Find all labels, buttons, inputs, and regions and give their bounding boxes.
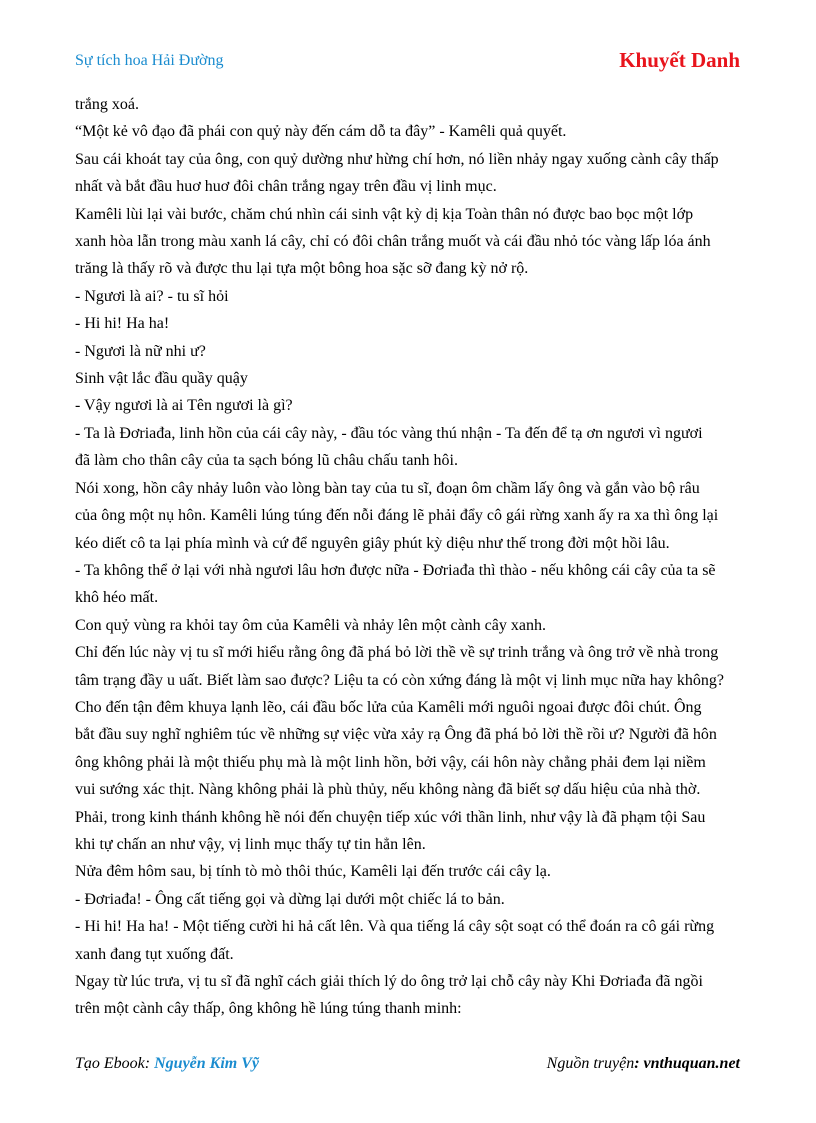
text-line: Ngay từ lúc trưa, vị tu sĩ đã nghĩ cách giải thích lý do ông trở lại chỗ cây này Khi Đơriađa đã ngồi	[75, 973, 703, 990]
body-text	[75, 91, 741, 1023]
ebook-creator: Nguyễn Kim Vỹ	[154, 1055, 259, 1072]
text-line: trăng là thấy rõ và được thu lại tựa một bông hoa sặc sỡ đang kỳ nở rộ.	[75, 260, 529, 278]
source-label: Nguồn truyện	[546, 1055, 635, 1072]
text-line: bắt đầu suy nghĩ nghiêm túc về những sự việc vừa xảy rạ Ông đã phá bỏ lời thề rồi ư? Người đã hôn	[75, 726, 717, 744]
text-line: Sau cái khoát tay của ông, con quỷ dường như hừng chí hơn, nó liền nhảy ngay xuống cành cây thấp	[75, 150, 719, 168]
page-footer	[75, 1055, 740, 1079]
text-line: xanh hòa lẫn trong màu xanh lá cây, chỉ có đôi chân trắng muốt và cái đầu nhỏ tóc vàng lấp lóa ánh	[75, 233, 711, 251]
book-title: Sự tích hoa Hải Đường	[75, 52, 224, 69]
text-line: ông không phải là một thiếu phụ mà là một linh hồn, bởi vậy, cái hôn này chẳng phải đem lại niềm	[75, 753, 706, 771]
text-line: Nửa đêm hôm sau, bị tính tò mò thôi thúc, Kamêli lại đến trước cái cây lạ.	[75, 863, 551, 881]
ebook-separator: :	[144, 1055, 155, 1072]
source-credit	[547, 1055, 740, 1073]
text-line: - Ngươi là nữ nhi ư?	[75, 342, 206, 360]
text-line: vui sướng xác thịt. Nàng không phải là phù thủy, nếu không nàng đã biết sợ dấu hiệu của nhà thờ.	[75, 781, 701, 799]
source-site: vnthuquan.net	[643, 1055, 740, 1072]
text-line: - Ngươi là ai? - tu sĩ hỏi	[75, 287, 229, 305]
source-separator: :	[634, 1055, 644, 1072]
text-line: Kamêli lùi lại vài bước, chăm chú nhìn cái sinh vật kỳ dị kịa Toàn thân nó được bao bọc một lớp	[75, 205, 694, 223]
ebook-credit	[75, 1055, 259, 1073]
text-line: khô héo mất.	[75, 589, 159, 607]
text-line: kéo diết cô ta lại phía mình và cứ để nguyên giây phút kỳ diệu như thế trong đời một hồi lâu.	[75, 534, 670, 552]
ebook-label: Tạo Ebook	[75, 1055, 145, 1072]
text-line: - Hi hi! Ha ha! - Một tiếng cười hi hả cất lên. Và qua tiếng lá cây sột soạt có thể đoán ra cô gái rừng	[75, 918, 715, 936]
text-line: - Hi hi! Ha ha!	[75, 315, 170, 333]
text-line: Nói xong, hồn cây nhảy luôn vào lòng bàn tay của tu sĩ, đoạn ôm chầm lấy ông và gắn vào bộ râu	[75, 479, 700, 497]
text-line: tâm trạng đầy u uất. Biết làm sao được? Liệu ta có còn xứng đáng là một vị linh mục nữa hay không?	[75, 671, 724, 689]
text-line: đã làm cho thân cây của ta sạch bóng lũ châu chấu tanh hôi.	[75, 452, 458, 470]
text-line: “Một kẻ vô đạo đã phái con quỷ này đến cám dỗ ta đây” - Kamêli quả quyết.	[75, 123, 567, 141]
text-line: Con quỷ vùng ra khỏi tay ôm của Kamêli và nhảy lên một cành cây xanh.	[75, 616, 546, 634]
text-line: Sinh vật lắc đầu quầy quậy	[75, 370, 248, 388]
text-line: - Ta là Đơriađa, linh hồn của cái cây này, - đầu tóc vàng thú nhận - Ta đến để tạ ơn ngươi vì ngươi	[75, 424, 703, 442]
text-line: Cho đến tận đêm khuya lạnh lẽo, cái đầu bốc lửa của Kamêli mới nguôi ngoai được đôi chút. Ông	[75, 698, 702, 716]
text-line: xanh đang tụt xuống đất.	[75, 945, 234, 963]
text-line: trắng xoá.	[75, 96, 139, 113]
text-line: Phải, trong kinh thánh không hề nói đến chuyện tiếp xúc với thần linh, như vậy là đã phạm tội Sau	[75, 808, 706, 826]
page-header	[75, 48, 740, 78]
text-line: - Ta không thể ở lại với nhà ngươi lâu hơn được nữa - Đơriađa thì thào - nếu không cái cây của ta sẽ	[75, 561, 716, 579]
text-line: Chỉ đến lúc này vị tu sĩ mới hiểu rằng ông đã phá bỏ lời thề về sự trinh trắng và ông trở về nhà trong	[75, 644, 719, 662]
text-line: nhất và bắt đầu huơ huơ đôi chân trắng ngay trên đầu vị linh mục.	[75, 178, 497, 196]
text-line: - Vậy ngươi là ai Tên ngươi là gì?	[75, 397, 293, 415]
text-line: khi tự chấn an như vậy, vị linh mục thấy tự tin hẳn lên.	[75, 835, 426, 853]
text-line: của ông một nụ hôn. Kamêli lúng túng đến nỗi đáng lẽ phải đẩy cô gái rừng xanh ấy ra xa thì ông lại	[75, 507, 719, 525]
text-line: - Đơriađa! - Ông cất tiếng gọi và dừng lại dưới một chiếc lá to bản.	[75, 890, 505, 908]
text-line: trên một cành cây thấp, ông không hề lúng túng thanh minh:	[75, 1000, 462, 1018]
book-author: Khuyết Danh	[619, 48, 740, 72]
